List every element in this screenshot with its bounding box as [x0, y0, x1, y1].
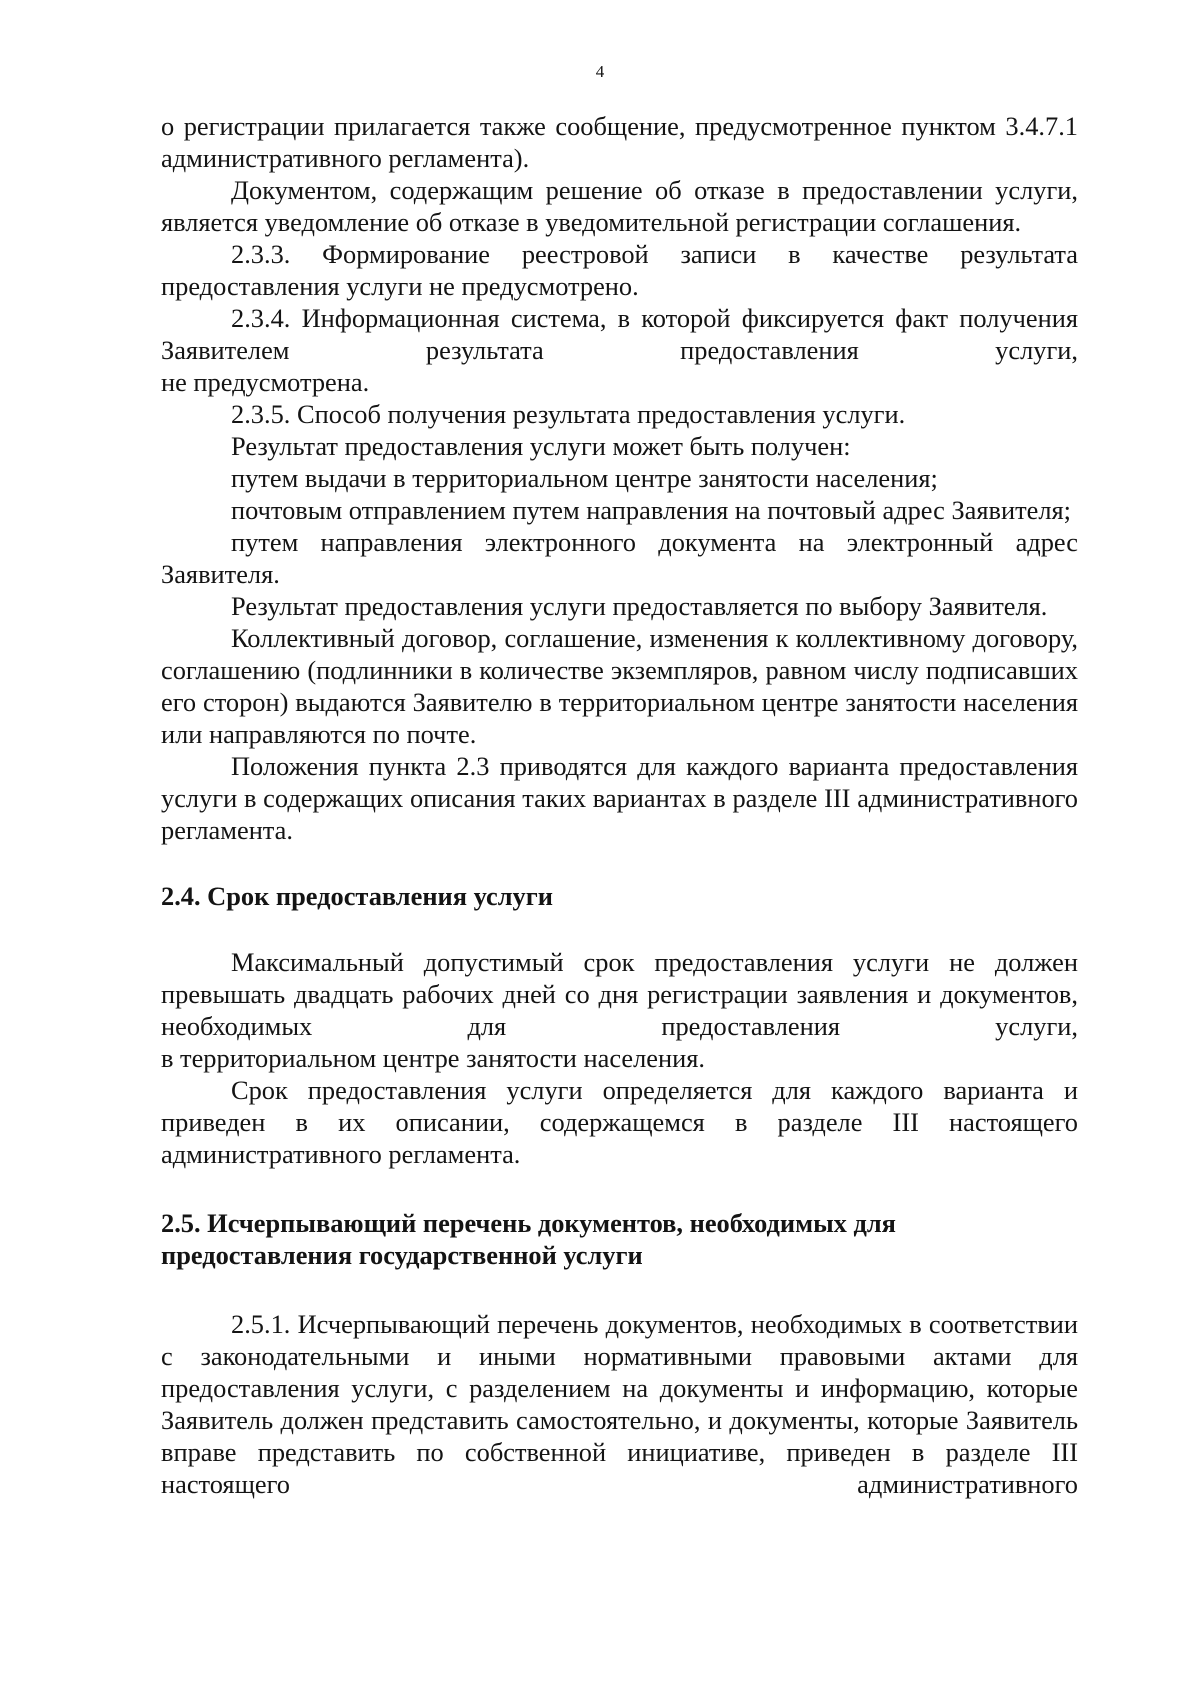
- section-heading-2-5-line2: предоставления государственной услуги: [161, 1240, 643, 1270]
- paragraph-term-variants: Срок предоставления услуги определяется для каждого варианта и приведен в их описании, содержащемся в разделе III настоящего административного регламента.: [161, 1075, 1078, 1169]
- paragraph-provisions-2-3: Положения пункта 2.3 приводятся для каждого варианта предоставления услуги в содержащих описания таких вариантах в разделе III административного регламента.: [161, 751, 1078, 845]
- paragraph-collective-agreement: Коллективный договор, соглашение, изменения к коллективному договору, соглашению (подлинники в количестве экземпляров, равном числу подписавших его сторон) выдаются Заявителю в территориальном центре занятости населения или направляются по почте.: [161, 623, 1078, 749]
- paragraph-2-3-3: 2.3.3. Формирование реестровой записи в качестве результата предоставления услуги не предусмотрено.: [161, 239, 1078, 301]
- paragraph-max-term-end: в территориальном центре занятости населения.: [161, 1043, 705, 1073]
- page-number: 4: [595, 62, 605, 81]
- paragraph-max-term: Максимальный допустимый срок предоставления услуги не должен превышать двадцать рабочих дней со дня регистрации заявления и документов, необходимых для предоставления услуги,: [161, 947, 1078, 1041]
- section-heading-2-5-line1: 2.5. Исчерпывающий перечень документов, необходимых для: [161, 1208, 896, 1238]
- paragraph-2-3-4-end: не предусмотрена.: [161, 367, 370, 397]
- paragraph-2-5-1: 2.5.1. Исчерпывающий перечень документов, необходимых в соответствии с законодательными и иными нормативными правовыми актами для предоставления услуги, с разделением на документы и информацию, которые Заявитель должен представить самостоятельно, и документы, которые Заявитель вправе представить по собственной инициативе, приведен в разделе III настоящего административного: [161, 1309, 1078, 1499]
- section-heading-2-5: [161, 1170, 1078, 1308]
- paragraph-result-methods: Результат предоставления услуги может быть получен:: [231, 431, 851, 461]
- paragraph-refusal-document: Документом, содержащим решение об отказе в предоставлении услуги, является уведомление об отказе в уведомительной регистрации соглашения.: [161, 175, 1078, 237]
- paragraph-method-post: почтовым отправлением путем направления на почтовый адрес Заявителя;: [231, 495, 1072, 525]
- paragraph-2-3-4: 2.3.4. Информационная система, в которой фиксируется факт получения Заявителем результата предоставления услуги,: [161, 303, 1078, 365]
- paragraph-2-3-5: 2.3.5. Способ получения результата предоставления услуги.: [231, 399, 906, 429]
- section-heading-2-4: 2.4. Срок предоставления услуги: [161, 881, 553, 911]
- paragraph-method-electronic: путем направления электронного документа на электронный адрес Заявителя.: [161, 527, 1078, 589]
- paragraph-result-choice: Результат предоставления услуги предоставляется по выбору Заявителя.: [231, 591, 1048, 621]
- paragraph-registration-message: о регистрации прилагается также сообщение, предусмотренное пунктом 3.4.7.1 административного регламента).: [161, 111, 1078, 173]
- paragraph-method-issue: путем выдачи в территориальном центре занятости населения;: [231, 463, 938, 493]
- document-body: [161, 110, 1078, 1500]
